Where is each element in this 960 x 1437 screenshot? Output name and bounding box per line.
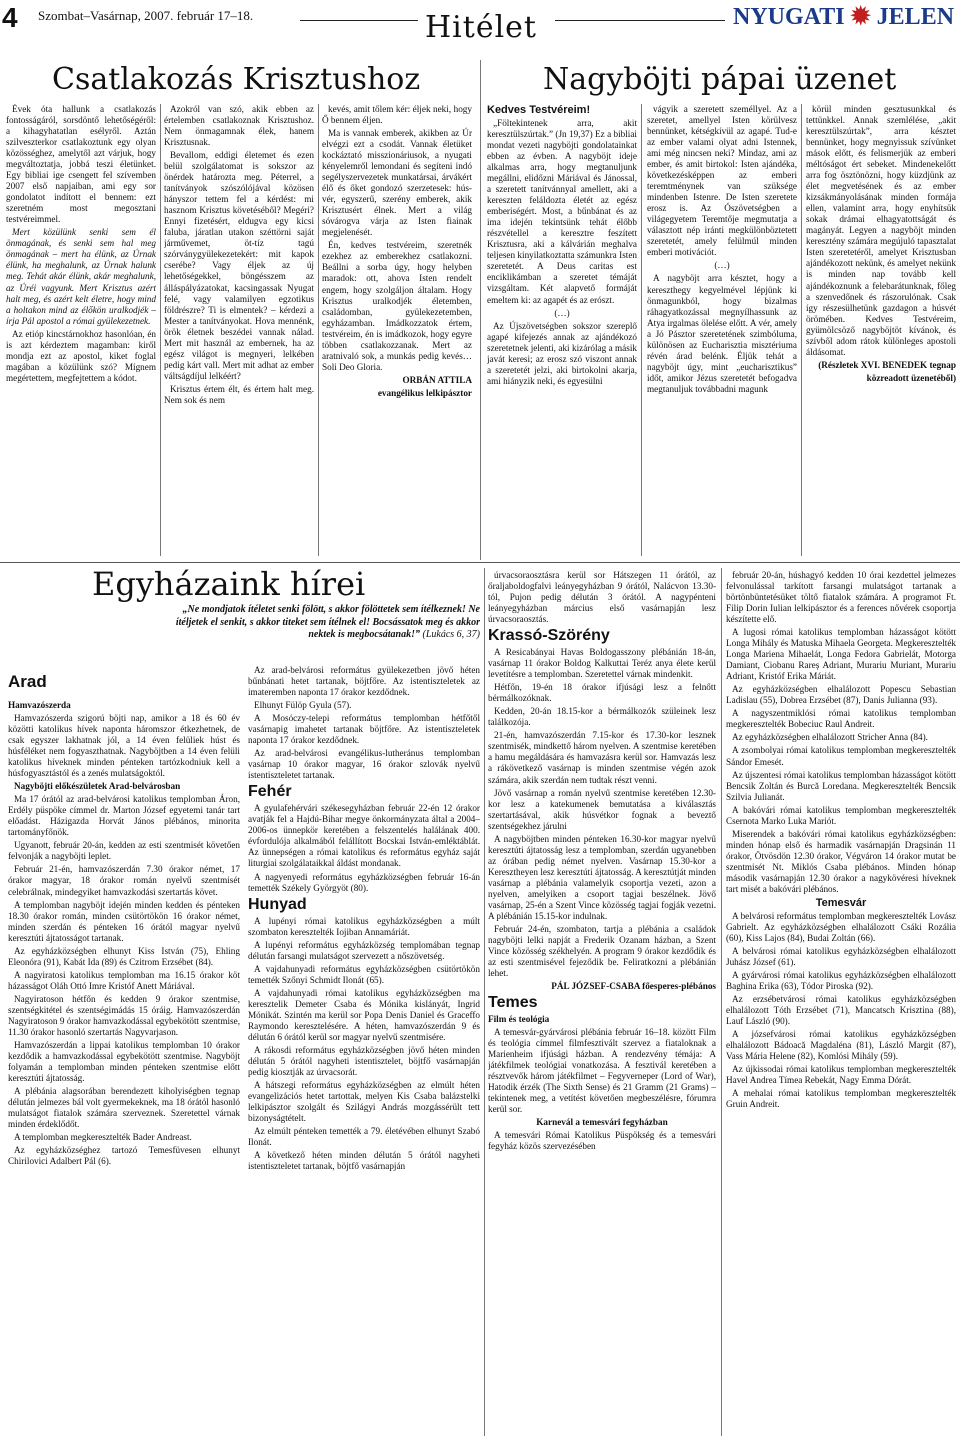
issue-date: Szombat–Vasárnap, 2007. február 17–18.: [38, 8, 254, 23]
header-rule-right: [555, 20, 725, 21]
news-item: Az arad-belvárosi református gyülekezetben jövő héten bűnbánati hetet tartanak, böjtfőre. Az istentiszteletek az imateremben naponta 17 órakor kezdődnek.: [248, 665, 480, 698]
region-heading: Temesvár: [815, 896, 867, 909]
newspaper-logo: [733, 2, 954, 31]
column-divider: [721, 568, 722, 1436]
news-item: Az erzsébetvárosi római katolikus egyházközségben elhalálozott Tóth Erzsébet (71), Mancatsch Krisztina (88), Lauf László (90).: [726, 994, 956, 1027]
logo-word-jelen: JELEN: [876, 4, 955, 30]
article-paragraph: Ma is vannak emberek, akikben az Úr elvégzi ezt a csodát. Vannak életüket kockáztató misszionáriusok, a nyugati kényelemről lemondani és segíteni indó segélyszervezetek munkatársai, árvákért élő és őket gondozó szerzetesek: hús-vér, egyszerű, szerény emberek, akik Krisztusért élnek. Mert a világ sóvárogva várja az Isten fiainak megjelenését.: [322, 128, 472, 238]
region-heading-arad: Arad: [8, 672, 47, 691]
news-item: A hátszegi református egyházközségben az elmúlt héten evangelizációs hetet tartottak, melyen Kis Csaba balázstelki lelkipásztor szolgált és Szilágyi András mozgássérült tett bizonyságtételt.: [248, 1080, 480, 1124]
news-item: 21-én, hamvazószerdán 7.15-kor és 17.30-kor lesznek szentmisék, mindkettő három nyelven. A szentmise keretében a hamu megáldására és hamvazásra kerül sor. Hamvazás lesz a rákövetkező vasárnap is minden szentmise végén azok számára, akik szerdán nem tudtak részt venni.: [488, 730, 716, 785]
news-item: Miserendek a bakóvári római katolikus egyházközségben: minden hónap első és harmadik vasárnapján Dragsinán 11 órakor, Ötvösdön 12.30 órakor, Végváron 14 órakor mutat be szentmisét Nt. Miklós Csaba plébános. Minden hónap második vasárnapján 12.30 órakor a nagykövéresi híveknek tart misét a bakóvári plébános.: [726, 828, 956, 894]
news-item: Az arad-belvárosi evangélikus-lutheránus templomban vasárnap 10 órakor magyar, 16 órakor szlovák nyelvű istentiszteletet tartanak.: [248, 748, 480, 781]
news-item: A nagyenyedi református egyházközségben február 16-án temették Székely Györgyöt (80).: [248, 871, 480, 893]
news-item: A gyulafehérvári székesegyházban február 22-én 12 órakor avatják fel a Hajdú-Bihar megye önkormányzata által a 2004–2006-os ünnepkör keretében a felszentelés halálának 400. évfordulója alkalmából felállított Bocskai István-emléktáblát. Az ünnepségen a római katolikus és református egyház saját liturgiai szolgálataikkal áldást mondanak.: [248, 803, 480, 869]
news-item: Az egyházközségben elhalálozott Stricher Anna (84).: [732, 732, 928, 743]
news-column-4: [726, 570, 956, 1435]
news-item: Elhunyt Fülöp Gyula (57).: [254, 700, 352, 711]
column-divider: [801, 104, 802, 556]
news-item: A temesvári Római Katolikus Püspökség és a temesvári fegyház közös szervezésében: [488, 1130, 716, 1152]
news-item: Hamvazószerda szigorú böjti nap, amikor a 18 és 60 év közötti katolikus hívek naponta háromszor étkezhetnek, de csak egyszer lakhatnak jól, a 14 éven felüliek húst és húsféléket nem fogyaszthatnak. Nagyböjtben a 14 éven felüli katolikus híveknek minden pénteken tartózkodniuk kell a húsfogyasztástól és a zenés mulatságoktól.: [8, 713, 240, 779]
news-item: A rákosdi református egyházközségben jövő héten minden délután 5 órától nagyheti istentisztelet, böjtfő vasárnapján pedig kiosztják az úrvacsorát.: [248, 1044, 480, 1077]
news-item: A templomban nagyböjt idején minden kedden és pénteken 18.30 órakor román, minden csütörtökön 16 órakor német, minden szerdán és pénteken 16 órától magyar nyelvű keresztúti ájtatosságot tartanak.: [8, 899, 240, 943]
news-item: A mehalai római katolikus templomban megkeresztelték Gruin Andreit.: [726, 1088, 956, 1110]
news-item: A nagyböjtben minden pénteken 16.30-kor magyar nyelvű keresztúti ájtatosság lesz a templomban, szerdán ugyanebben az órában pedig német nyelven. Vasárnap 15.30-kor a Keresztheyen lesz keresztúti ájtatosság. A keresztútját minden vasárnap a plébánia valamelyik csoportja vezeti, azon a nyelven, amelyiken a csoport tagjai beszélnek. Jövő vasárnap, 25-én a Szent Vince közösség tagjai fogják vezetni. A plébánián 15.15-kor indulnak.: [488, 833, 716, 921]
quote-text: „Ne mondjatok ítéletet senki fölött, s akkor fölöttetek sem ítélkeznek! Ne ítéljetek el senkit, s akkor titeket sem ítélnek el! Bocsássatok meg és akkor nektek is megbocsátanak!”: [175, 604, 480, 640]
article-paragraph: körül minden gesztusunkkal és tettünkkel. Annak szemlélése, „akit keresztülszúrtak”, arra késztet bennünket, hogy megnyissuk szívünket mások előtt, és felismerjük az emberi méltóságot ért sebeket. Mindenekelőtt arra fog ösztönözni, hogy küzdjünk az élet megvetésének és az ember kizsákmányolásának minden formája ellen, valamint arra, hogy enyhítsük sokak drámai elhagyatottságát és magányát. Legyen a nagyböjt minden keresztény számára megújuló tapasztalat Isten szeretetéről, amelyet Krisztusban ajándékozott nekünk, és amelyet nekünk is minden nap tovább kell ajándékoznunk a felebarátunknak, főleg a szenvedőnek és rászorulónak. Csak így részesülhetünk gazdagon a húsvét örömében. Kedves Testvéreim, gyümölcsöző nagyböjtöt kívánok, és szívből adom rátok különleges apostoli áldásomat.: [806, 104, 956, 357]
news-item: Jövő vasárnap a román nyelvű szentmise keretében 12.30-kor lesz a katekumenek bemutatása a kiválasztás szertartásával, akik húsvétkor fognak a beveztő szentségekhez járulni: [488, 787, 716, 831]
region-heading: Hunyad: [248, 895, 307, 913]
news-item: A plébánia alagsorában berendezett kiholyiségben tegnap délután jelmezes bál volt gyermekeknek, ma 18 órától hasonló mulatságot fiatalok számára szerveznek. Szeretettel várnak minden érdeklődőt.: [8, 1086, 240, 1130]
region-heading: Temes: [488, 994, 538, 1012]
article1-headline: Csatlakozás Krisztushoz: [52, 62, 421, 97]
news-item: A józsefvárosi római katolikus egyházközségben elhalálozott Bádoacă Magdaléna (81), László Margit (87), Vass Mária Helene (82), Komlósi Mihály (59).: [726, 1029, 956, 1062]
news-item: A következő héten minden délután 5 órától nagyheti istentiszteletet tartanak, böjtfő vasárnapján: [248, 1150, 480, 1172]
news-item: A zsombolyai római katolikus templomban megkeresztelték Sándor Emesét.: [726, 745, 956, 767]
news-item: A lupényi római katolikus egyházközségben a múlt szombaton keresztelték Iojiban Annamáriát.: [248, 915, 480, 937]
region-heading: Krassó-Szörény: [488, 627, 610, 645]
article1-column-2: [164, 104, 314, 559]
logo-emblem-icon: ✹: [844, 4, 877, 30]
news-item: A temesvár-gyárvárosi plébánia február 16–18. között Film és teológia címmel filmfesztivált szervez a fiataloknak a Marienheim ifjúsági házban. A rendezvény témája: A játékfilmek teológiai vonatkozása. A fesztivál keretében a résztvevők három játékfilmet – Fegyverneper (Lord of War), Hatodik érzék (The Sixth Sense) és 21 Gramm (21 Grams) – tekintenek meg, a vetítést követően megbeszélésre, fórumra kerül sor.: [488, 1027, 716, 1115]
news-item: A vajdahunyadi református egyházközségben csütörtökön temették Szőnyi Schmidt Ilonát (65).: [248, 963, 480, 985]
news-item: Az egyházközségben elhunyt Kiss István (75), Ehling Eleonóra (91), Kabát Ida (89) és Czitrom Erzsébet (84).: [8, 945, 240, 967]
news-item: A vajdahunyadi római katolikus egyházközségben ma keresztelik Demeter Csaba és Mónika kislányát, Ingrid Mónikát. Szintén ma kerül sor Popa Denis Daniel és Graceffo Raymondo keresztelésére. A héten, hamvazószerdán 9 és délután 6 órától kerül sor magyar nyelvű szentmisére.: [248, 987, 480, 1042]
article-divider: [480, 60, 481, 560]
news-column-2: [248, 665, 480, 1435]
news-item: Ugyanott, február 20-án, kedden az esti szentmisét követően felvonják a nagyböjti leplet.: [8, 840, 240, 862]
page-header: [0, 0, 960, 45]
news-item: úrvacsoraosztásra kerül sor Hátszegen 11 órától, az őraljaboldogfalvi leányegyházban 9 órától, Nalácvon 13.30-tól, Pujon pedig délután 3 órától. A nagypénteni leányegyházban március első vasárnapján lesz úrvacsoraosztás.: [488, 570, 716, 625]
article1-column-3: [322, 104, 472, 559]
news-item: A belvárosi református templomban megkeresztelték Lovász Gabrielt. Az egyházközségben elhalálozott Csáki Rozália (60), Kiss Lajos (84), Budai Zoltán (66).: [726, 910, 956, 943]
signature: PÁL JÓZSEF-CSABA főesperes-plébános: [551, 981, 716, 992]
news-item: Február 21-én, hamvazószerdán 7.30 órakor német, 17 órakor magyar, 18 órakor román nyelvű szentmisét celebrálnak, mindegyiket hamvazkodási szertartás követ.: [8, 864, 240, 897]
news-column-1: [8, 700, 240, 1435]
news-item: Az újkissodai római katolikus templomban megkeresztelték Havel Andrea Tímea Rebekát, Nagy Emma Dórát.: [726, 1064, 956, 1086]
news-item: Nagyiratoson hétfőn és kedden 9 órakor szentmise, szentségkitétel és szentségimádás 15 óráig. Hamvazószerdán Nagyiratoson 9 órakor hamvazkodással egybekötött szentmise, 11.30 órakor hasonló szertartás Nagyvarjason.: [8, 993, 240, 1037]
news-item: Az elmúlt pénteken temették a 79. életévében elhunyt Szabó Ilonát.: [248, 1126, 480, 1148]
page-number: 4: [2, 2, 18, 33]
article-paragraph: Bevallom, eddigi életemet és ezen belül szolgálatomat is sokszor az önérdek határozta meg. Péterrel, a tanítványok szószólójával közösen hányszor tettem fel a kérdést: mi hasznom Krisztus követéséből? Megéri? Ennyi fizetésért, eldugva egy kicsi faluba, járatlan utakon széttörni saját járművemet, öt-tíz tagú szórványgyülekezetekért: mit kapok cserébe? Vagy éljek az új lehetőségekkel, böngésszem az álláspályázatokat, kacsingassak Nyugat felé, vagy valamilyen egzotikus földrészre? Ti is elmentek? – kérdezi a Mester a tanítványokat. Hova mennénk, örök életnek beszédei vannak nálad. Mert mit használ az embernek, ha az egész világot is megnyeri, lelkében pedig kárt vall. Mert mit adhat az ember váltságdíjul lelkéért?: [164, 150, 314, 381]
author-name: ORBÁN ATTILA: [402, 374, 472, 385]
news-item: A belvárosi római katolikus egyházközségben elhalálozott Juhász József (61).: [726, 945, 956, 967]
news-item: A lupényi református egyházközség templomában tegnap délután farsangi mulatságot szervezett a nőszövetség.: [248, 939, 480, 961]
article-paragraph: (…): [554, 307, 570, 318]
news-item: Hétfőn, 19-én 18 órakor ifjúsági lesz a felnőtt bérmálkozóknak.: [488, 682, 716, 704]
news-item: A Resicabányai Havas Boldogasszony plébánián 18-án, vasárnap 11 órakor Boldog Kalkuttai Teréz anya élete kerül levetítésre a templomban. Szeretettel várnak mindenkit.: [488, 647, 716, 680]
news-item: Az egyházközséghez tartozó Temesfüvesen elhunyt Chirilovici Adalbert Pál (6).: [8, 1145, 240, 1167]
section-title: Hitélet: [425, 10, 537, 45]
article-paragraph: (…): [714, 260, 730, 271]
news-item: Hamvazószerdán a lippai katolikus templomban 10 órakor kezdődik a hamvazkodással egybekötött szentmise. Nagyböjt folyamán a templomban minden pénteken szentmise előtt keresztúti ájtatosság.: [8, 1039, 240, 1083]
news-item: Ma 17 órától az arad-belvárosi katolikus templomban Áron, Erdély püspöke címmel dr. Marton József egyetemi tanár tart előadást. Házigazda Horvát János plébános, minorita tartományfőnök.: [8, 794, 240, 838]
news-item: A templomban megkeresztelték Bader Andreast.: [14, 1132, 192, 1143]
region-heading: Fehér: [248, 783, 292, 801]
author-role: evangélikus lelkipásztor: [377, 387, 472, 398]
article-paragraph: A nagyböjt arra késztet, hogy a kereszthegy kegyelmével lépjünk ki önmagunkból, hogy bizalmas ráhagyatkozással megnyílhassunk az Atya irgalmas ölelése előtt. A vér, amely a Jó Pásztor szeretetének szimbóluma, különösen az Eucharisztia misztériuma révén árad belénk. Éljük tehát a nagyböjt úgy, mint „eucharisztikus” időt, amikor Jézus szeretetét befogadva megtanuljuk továbbadni magunk: [647, 273, 797, 394]
article2-column-3: [806, 104, 956, 559]
news-item: A gyárvárosi római katolikus egyházközségben elhalálozott Baghina Erika (63), Tódor Piroska (92).: [726, 970, 956, 992]
column-divider: [641, 104, 642, 556]
news-item: Hamvazószerda: [8, 700, 71, 710]
article2-column-2: [647, 104, 797, 559]
news-item: Az újszentesi római katolikus templomban házasságot kötött Bencsik Zoltán és Burcă Loredana. Megkeresztelték Bencsik Szilvia Julianát.: [726, 769, 956, 802]
news-headline: Egyházaink hírei: [92, 565, 366, 603]
article-paragraph: vágyik a szeretett személlyel. Az a szeretet, amellyel Isten körülvesz bennünket, kétségkívül az agapé. Tud-e az ember valami olyat adni Istennek, ami még nincsen neki? Mindaz, ami az ember, és amit birtokol: Isten ajándéka, következésképpen az emberi teremtménynek van szüksége mindenben Istenre. De Isten szeretete erosz is. Az Ószövetségben a világegyetem Teremtője megmutatja a választott nép iránti megkülönböztetett szeretetét, amely felülmúl minden emberi motivációt.: [647, 104, 797, 258]
article2-headline: Nagyböjti pápai üzenet: [543, 62, 897, 97]
news-item: Film és teológia: [488, 1014, 550, 1025]
news-item: Február 24-én, szombaton, tartja a plébánia a családok nagyböjti lelki napját a Frederik Ozanam házban, a Szent Vince közösség székhelyén. A program 9 órakor kezdődik és az esti szentmisével fejeződik be. Feliratkozni a plébánián lehet.: [488, 923, 716, 979]
news-item: Kedden, 20-án 18.15-kor a bérmálkozók szüleinek lesz találkozója.: [488, 706, 716, 728]
news-item: Nagyböjti előkészületek Arad-belvárosban: [14, 781, 181, 792]
quote-reference: (Lukács 6, 37): [422, 629, 480, 640]
news-bible-quote: [152, 604, 480, 642]
news-item: Karnevál a temesvári fegyházban: [536, 1117, 668, 1128]
logo-word-nyugati: NYUGATI: [733, 4, 845, 30]
article-paragraph: Az etióp kincstárnokhoz hasonlóan, én is azt kérdeztem magamban: kiről mondja ezt az apostol, kiket foglal magában a közülünk szó? Mígnem megértettem, megfejtettem a kódot.: [6, 328, 156, 383]
news-item: Az egyházközségben elhalálozott Popescu Sebastian Ladislau (55), Dobrea Erzsébet (87), Danis Julianna (93).: [726, 684, 956, 706]
source-note: közreadott üzenetéből): [866, 372, 956, 383]
article2-column-1: [487, 104, 637, 559]
header-rule-left: [300, 20, 418, 21]
news-column-3: [488, 570, 716, 1435]
news-item: A nagyszentmiklósi római katolikus templomban megkeresztelték Bobeciuc Raul Andreit.: [726, 708, 956, 730]
article1-column-1: [6, 104, 156, 559]
section-separator: [0, 562, 960, 563]
article-paragraph: kevés, amit tőlem kér: éljek neki, hogy Ő bennem éljen.: [322, 104, 472, 126]
source-note: (Részletek XVI. BENEDEK tegnap: [818, 359, 956, 370]
news-item: A Mosóczy-telepi református templomban hétfőtől vasárnapig imahetet tartanak böjtfőre. Az istentiszteletek naponta 17 órakor kezdődnek.: [248, 713, 480, 746]
news-item: A bakóvári római katolikus templomban megkeresztelték Csernota Marko Luka Mariót.: [726, 804, 956, 826]
article-paragraph: Mert közülünk senki sem él önmagának, és senki sem hal meg önmagának – mert ha élünk, az Úrnak élünk, ha meghalunk, az Úrnak halunk meg. Tehát akár élünk, akár meghalunk, az Úréi vagyunk. Mert Krisztus azért halt meg, és azért kelt életre, hogy mind a holtakon mind az élőkön uralkodjék – írja Pál apostol a római gyülekezetnek.: [6, 227, 156, 326]
news-item: A lugosi római katolikus templomban házasságot kötött Longa Mihály és Matuska Mihaela Georgeta. Megkeresztelték Longa Mariena Mihaelát, Longa Fedora Gabrielát, Motorga Damiant, Ciobanu Rareș Adriant, Murariu Muriant, Murariu Adriant, Kristóf Erika Máriát.: [726, 627, 956, 682]
article-paragraph: Én, kedves testvéreim, szeretnék ezekhez az emberekhez csatlakozni. Beállni a sorba úgy, hogy helyben maradok: ott, ahova Isten rendelt engem, hogy szolgáljon általam. Hogy Krisztus uralkodjék életemben, családomban, gyülekezetemben, egyházamban. Imádkozzatok értem, testvéreim, én is imádkozok, hogy egyre többen csatlakozzanak. Mert az aratnivaló sok, a munkás pedig kevés… Soli Deo Gloria.: [322, 240, 472, 372]
article-paragraph: Az Újszövetségben sokszor szereplő agapé kifejezés annak az ajándékozó szeretetnek jelenti, aki kizárólag a másik javát keresi; az erosz szó viszont annak a szeretetét jelzi, aki birtokolni akarja, ami hiányzik neki, és egyesülni: [487, 320, 637, 386]
column-divider: [484, 568, 485, 1436]
article-paragraph: Évek óta hallunk a csatlakozás fontosságáról, sorsdöntő lehetőségéről: a kihagyhatatlan esélyről. Aztán szilveszterkor csatlakoztunk egy olyan közösséghez, amelytől azt várjuk, hogy megváltoztatja, jobbá teszi életünket. Egy bibliai ige csengett fel szívemben 2007 első napjaiban, ami egy sor gondolatot indított el bennem: ezt szeretném most megosztani testvéreimmel.: [6, 104, 156, 225]
article-paragraph: „Föltekintenek arra, akit keresztülszúrtak.” (Jn 19,37) Ez a bibliai mondat vezeti nagyböjti gondolatainkat ebben az évben. A nagyböjt ideje alkalmas arra, hogy megtanuljunk megállni, elidőzni Máriával és Jánossal, a szeretett tanítvánnyal amellett, aki a kereszten feláldozta életét az egész emberiségért. Most, a bűnbánat és az ima idején tekintsünk tehát élőbb részvétellel a keresztre feszített Krisztusra, aki a kálvárián meghalva teljesen kinyilatkoztatta számunkra Isten szeretetét. A Deus caritas est enciklikámban a szeretet témáját vizsgáltam. Két alapvető formáját emeltem ki: az agapét és az erószt.: [487, 118, 637, 305]
column-divider: [318, 104, 319, 556]
news-item: február 20-án, húshagyó kedden 10 órai kezdettel jelmezes felvonulással tarkított farsangi mulatságot tartanak a börtönbüntetésüket töltő fiatalok számára. A programot Ft. Filip Dorin Iulian lelkipásztor és a ferences nővérek csoportja készítette elő.: [726, 570, 956, 625]
article-paragraph: Azokról van szó, akik ebben az értelemben csatlakoznak Krisztushoz. Nem önmagamnak élek, hanem Krisztusnak.: [164, 104, 314, 148]
news-item: A nagyiratosi katolikus templomban ma 16.15 órakor köt házasságot Oláh Ottó Imre Kristóf Anett Máriával.: [8, 969, 240, 991]
article-paragraph: Krisztus értem élt, és értem halt meg. Nem sok és nem: [164, 383, 314, 405]
column-divider: [160, 104, 161, 556]
greeting: Kedves Testvéreim!: [487, 104, 591, 116]
